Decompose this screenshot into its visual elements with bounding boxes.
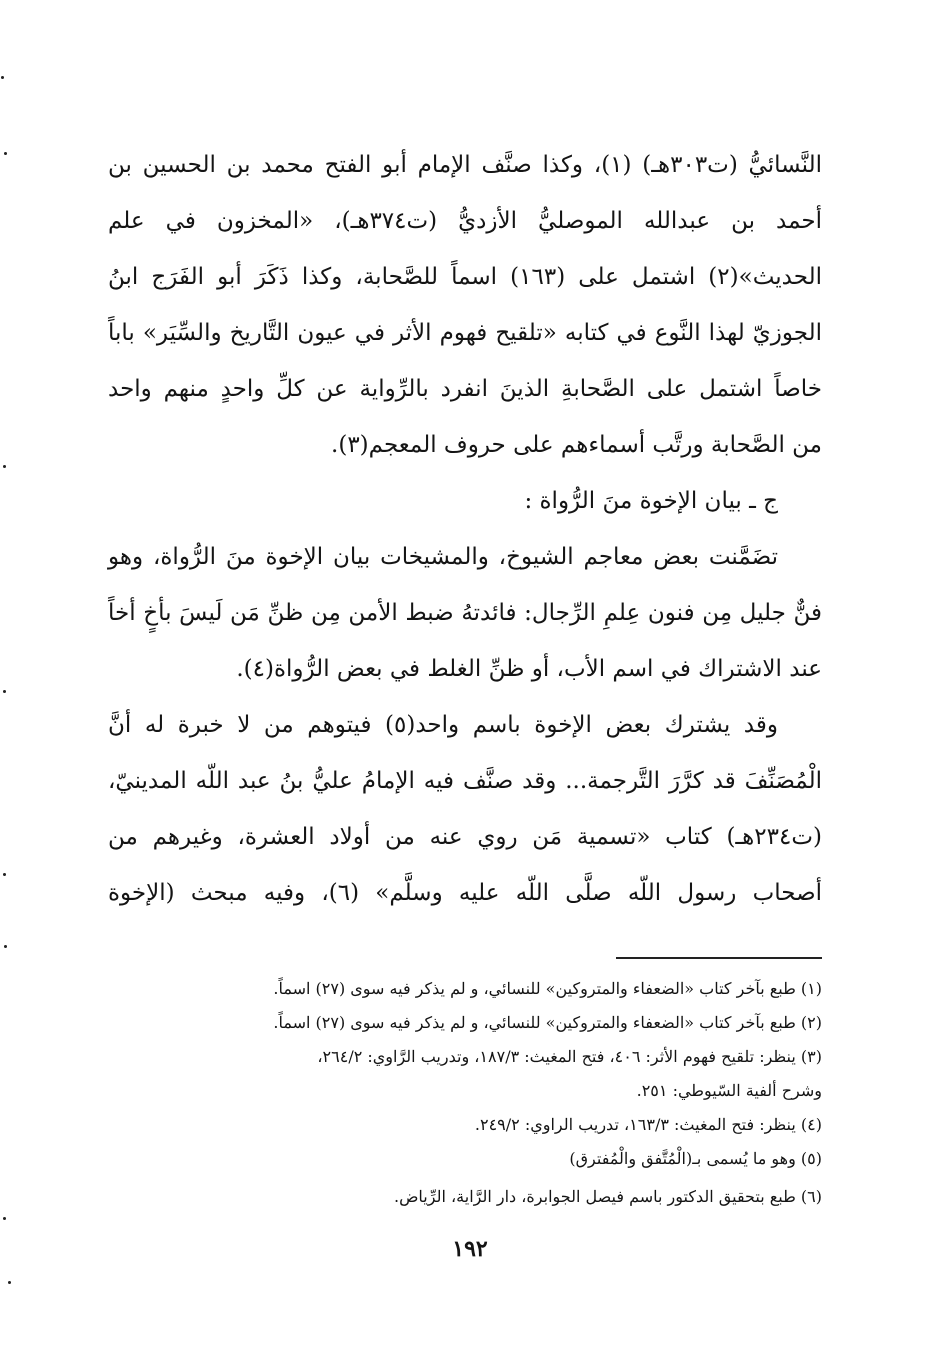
- page-number: ١٩٢: [452, 1236, 488, 1262]
- text-line: فنٌّ جليل مِن فنون عِلمِ الرِّجال: فائدتهُ ضبط الأمن مِن ظنِّ مَن لَيسَ بأخٍ أخاً: [108, 600, 822, 626]
- text-line: تضَمَّنت بعض معاجم الشيوخ، والمشيخات بيان الإخوة منَ الرُّواة، وهو: [108, 544, 778, 570]
- text-line: الجوزيّ لهذا النَّوع في كتابه «تلقيح فهوم الأثر في عيون التَّاريخ والسِّيَر» باباً: [108, 320, 822, 346]
- footnote-separator: [616, 957, 822, 959]
- text-line: النَّسائيُّ (ت٣٠٣هـ) (١)، وكذا صنَّف الإمام أبو الفتح محمد بن الحسين بن: [108, 152, 822, 178]
- text-line: عند الاشتراك في اسم الأب، أو ظنِّ الغلط في بعض الرُّواة(٤).: [236, 656, 822, 682]
- footnote: (٣) ينظر: تلقيح فهوم الأثر: ٤٠٦، فتح المغيث: ١٨٧/٣، وتدريب الرَّاوي: ٢٦٤/٢،: [317, 1047, 822, 1066]
- footnote: (٦) طبع بتحقيق الدكتور باسم فيصل الجوابرة، دار الرَّاية، الرِّياض.: [394, 1187, 822, 1206]
- footnote-continuation: وشرح ألفية السّيوطي: ٢٥١.: [636, 1081, 822, 1100]
- text-line: أحمد بن عبدالله الموصليُّ الأزديُّ (ت٣٧٤هـ)، «المخزون في علم: [108, 208, 822, 234]
- footnotes: [108, 972, 822, 1214]
- scan-speck: [3, 465, 6, 468]
- scan-speck: [3, 873, 6, 876]
- section-heading: ج ـ بيان الإخوة منَ الرُّواة :: [524, 488, 778, 514]
- text-line: أصحاب رسول اللّه صلَّى اللّه عليه وسلَّم» (٦)، وفيه مبحث (الإخوة: [108, 880, 822, 906]
- footnote: (١) طبع بآخر كتاب «الضعفاء والمتروكين» للنسائي، و لم يذكر فيه سوى (٢٧) اسماً.: [273, 979, 822, 998]
- text-line: الْمُصَنِّفَ قد كرَّرَ التَّرجمة... وقد صنَّف فيه الإمامُ عليُّ بنُ عبد اللّه المدينيّ،: [108, 768, 822, 794]
- scan-speck: [8, 1281, 11, 1284]
- scan-speck: [4, 152, 7, 155]
- main-text: [108, 137, 822, 921]
- footnote: (٥) وهو ما يُسمى بـ(الْمُتَّفق والْمُفترق): [569, 1149, 822, 1168]
- scan-speck: [1, 76, 4, 79]
- text-line: الحديث»(٢) اشتمل على (١٦٣) اسماً للصَّحابة، وكذا ذَكَرَ أبو الفَرَج ابنُ: [108, 264, 823, 290]
- text-line: خاصاً اشتمل على الصَّحابةِ الذينَ انفرد بالرِّواية عن كلِّ واحدٍ منهم واحد: [108, 376, 822, 402]
- scan-speck: [3, 690, 6, 693]
- text-line: وقد يشترك بعض الإخوة باسم واحد(٥) فيتوهم من لا خبرة له أنَّ: [108, 712, 778, 738]
- footnote: (٢) طبع بآخر كتاب «الضعفاء والمتروكين» للنسائي، و لم يذكر فيه سوى (٢٧) اسماً.: [273, 1013, 822, 1032]
- text-line: من الصَّحابة ورتَّب أسماءهم على حروف المعجم(٣).: [331, 432, 822, 458]
- footnote: (٤) ينظر: فتح المغيث: ١٦٣/٣، تدريب الراوي: ٢٤٩/٢.: [474, 1115, 822, 1134]
- scan-speck: [4, 945, 7, 948]
- text-line: (ت٢٣٤هـ) كتاب «تسمية مَن روي عنه من أولاد العشرة، وغيرهم من: [108, 824, 822, 850]
- scan-speck: [3, 1217, 6, 1220]
